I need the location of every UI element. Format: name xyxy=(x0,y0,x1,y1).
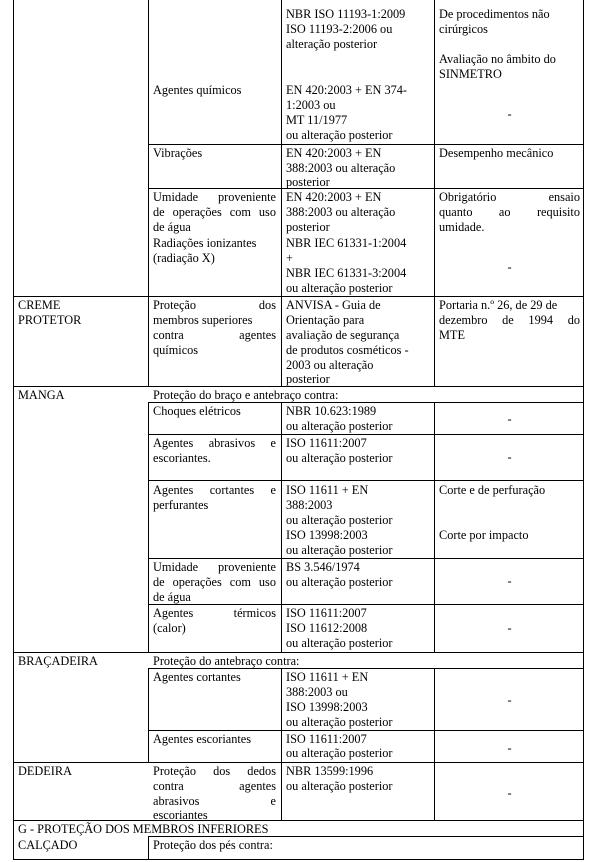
standard-line: EN 420:2003 + EN 374- xyxy=(286,83,408,97)
risk-line: de operações com uso xyxy=(153,575,276,589)
risk-line: Radiações ionizantes xyxy=(153,236,257,250)
standard-line: ou alteração posterior xyxy=(286,543,393,557)
risk-line: abrasivos e xyxy=(153,794,276,808)
standard-line: NBR IEC 61331-3:2004 xyxy=(286,266,407,280)
standard-line: ISO 11611 + EN xyxy=(286,483,369,497)
note-line: cirúrgicos xyxy=(439,22,488,36)
column-divider-3 xyxy=(434,668,435,820)
risk-cell: Agentes escoriantes xyxy=(153,732,251,746)
row-rule xyxy=(148,604,584,605)
standard-line: 388:2003 ou xyxy=(286,685,348,699)
note-dash: - xyxy=(507,693,512,707)
standard-line: NBR IEC 61331-1:2004 xyxy=(286,236,407,250)
risk-line: Proteção dos dedos xyxy=(153,764,276,778)
standard-line: ISO 11612:2008 xyxy=(286,621,368,635)
note-line: quanto ao requisito xyxy=(439,205,580,219)
note-line: MTE xyxy=(439,328,465,342)
note-dash: - xyxy=(507,741,512,755)
standard-line: BS 3.546/1974 xyxy=(286,560,360,574)
note-dash: - xyxy=(507,450,512,464)
note-line: De procedimentos não xyxy=(439,7,550,21)
row-rule xyxy=(148,480,584,481)
epi-name: PROTETOR xyxy=(18,313,82,327)
risk-line: de água xyxy=(153,220,191,234)
standard-line: ou alteração posterior xyxy=(286,746,393,760)
table-border-left xyxy=(13,0,14,860)
standard-line: ou alteração posterior xyxy=(286,128,393,142)
risk-line: Umidade proveniente xyxy=(153,190,276,204)
note-dash: - xyxy=(507,412,512,426)
standard-line: ISO 13998:2003 xyxy=(286,700,368,714)
row-rule xyxy=(13,762,584,763)
column-divider-1 xyxy=(148,836,149,860)
epi-name: MANGA xyxy=(18,388,65,402)
column-divider-2 xyxy=(281,0,282,386)
column-divider-3 xyxy=(434,402,435,652)
standard-line: ou alteração posterior xyxy=(286,636,393,650)
standard-line: NBR 13599:1996 xyxy=(286,764,374,778)
standard-line: ISO 13998:2003 xyxy=(286,528,368,542)
standard-line: EN 420:2003 + EN xyxy=(286,190,382,204)
epi-table xyxy=(13,0,584,860)
standard-line: Orientação para xyxy=(286,313,365,327)
row-rule xyxy=(13,820,584,821)
standard-line: ou alteração posterior xyxy=(286,779,393,793)
column-divider-1 xyxy=(148,402,149,652)
standard-line: posterior xyxy=(286,372,330,386)
standard-line: NBR 10.623:1989 xyxy=(286,404,377,418)
note-line: Corte e de perfuração xyxy=(439,483,546,497)
note-line: Corte por impacto xyxy=(439,528,529,542)
epi-name: DEDEIRA xyxy=(18,764,72,778)
standard-line: posterior xyxy=(286,175,330,189)
risk-cell: Agentes cortantes xyxy=(153,670,241,684)
protection-header: Proteção do braço e antebraço contra: xyxy=(153,388,339,402)
epi-name: CALÇADO xyxy=(18,838,78,852)
note-line: Portaria n.º 26, de 29 de xyxy=(439,298,558,312)
note-line: Avaliação no âmbito do xyxy=(439,52,556,66)
standard-line: EN 420:2003 + EN xyxy=(286,146,382,160)
standard-line: de produtos cosméticos - xyxy=(286,343,409,357)
risk-line: Agentes abrasivos e xyxy=(153,436,276,450)
row-rule xyxy=(148,188,584,189)
row-rule xyxy=(148,144,584,145)
risk-line: Agentes térmicos xyxy=(153,606,276,620)
risk-line: Umidade proveniente xyxy=(153,560,276,574)
risk-line: escoriantes. xyxy=(153,451,211,465)
risk-line: escoriantes xyxy=(153,808,208,822)
standard-line: ou alteração posterior xyxy=(286,281,393,295)
risk-line: (calor) xyxy=(153,621,186,635)
standard-line: avaliação de segurança xyxy=(286,328,400,342)
note-line: Desempenho mecânico xyxy=(439,146,554,160)
risk-line: de operações com uso xyxy=(153,205,276,219)
standard-line: MT 11/1977 xyxy=(286,113,348,127)
protection-header: Proteção do antebraço contra: xyxy=(153,654,300,668)
standard-line: ou alteração posterior xyxy=(286,575,393,589)
standard-line: ISO 11611 + EN xyxy=(286,670,369,684)
standard-line: ou alteração posterior xyxy=(286,715,393,729)
risk-line: Proteção dos xyxy=(153,298,276,312)
note-dash: - xyxy=(507,621,512,635)
standard-line: 388:2003 ou alteração xyxy=(286,205,396,219)
note-dash: - xyxy=(507,107,512,121)
risk-line: Agentes cortantes e xyxy=(153,483,276,497)
protection-header: Proteção dos pés contra: xyxy=(153,838,273,852)
risk-line: (radiação X) xyxy=(153,251,215,265)
column-divider-1 xyxy=(148,668,149,762)
standard-line: 2003 ou alteração xyxy=(286,358,374,372)
standard-line: posterior xyxy=(286,220,330,234)
standard-line: ISO 11611:2007 xyxy=(286,606,367,620)
note-dash: - xyxy=(507,574,512,588)
risk-cell: Choques elétricos xyxy=(153,404,241,418)
section-heading: G - PROTEÇÃO DOS MEMBROS INFERIORES xyxy=(18,822,269,836)
column-divider-2 xyxy=(281,402,282,652)
note-dash: - xyxy=(507,260,512,274)
column-divider-3 xyxy=(434,0,435,386)
risk-line: membros superiores xyxy=(153,313,253,327)
risk-line: de água xyxy=(153,590,191,604)
standard-line: ISO 11611:2007 xyxy=(286,732,367,746)
standard-line: 388:2003 xyxy=(286,498,333,512)
standard-line: alteração posterior xyxy=(286,37,378,51)
risk-cell: Vibrações xyxy=(153,146,203,160)
standard-line: ou alteração posterior xyxy=(286,451,393,465)
standard-line: 388:2003 ou alteração xyxy=(286,161,396,175)
column-divider-1 xyxy=(148,0,149,386)
standard-line: ANVISA - Guia de xyxy=(286,298,381,312)
row-rule xyxy=(13,652,584,653)
epi-name: CREME xyxy=(18,298,61,312)
epi-name: BRAÇADEIRA xyxy=(18,654,98,668)
standard-line: ou alteração posterior xyxy=(286,513,393,527)
risk-cell: Agentes químicos xyxy=(153,83,242,97)
note-line: SINMETRO xyxy=(439,67,502,81)
note-dash: - xyxy=(507,786,512,800)
column-divider-2 xyxy=(281,668,282,820)
table-border-right xyxy=(583,0,584,860)
note-line: Obrigatório ensaio xyxy=(439,190,580,204)
risk-line: contra agentes xyxy=(153,779,276,793)
standard-line: 1:2003 ou xyxy=(286,98,336,112)
note-line: dezembro de 1994 do xyxy=(439,313,580,327)
risk-line: químicos xyxy=(153,343,199,357)
risk-line: contra agentes xyxy=(153,328,276,342)
standard-line: NBR ISO 11193-1:2009 xyxy=(286,7,406,21)
note-line: umidade. xyxy=(439,220,485,234)
standard-line: ou alteração posterior xyxy=(286,419,393,433)
standard-line: ISO 11193-2:2006 ou xyxy=(286,22,393,36)
table-border-bottom xyxy=(13,859,584,860)
standard-line: ISO 11611:2007 xyxy=(286,436,367,450)
risk-line: perfurantes xyxy=(153,498,209,512)
standard-line: + xyxy=(286,251,293,265)
